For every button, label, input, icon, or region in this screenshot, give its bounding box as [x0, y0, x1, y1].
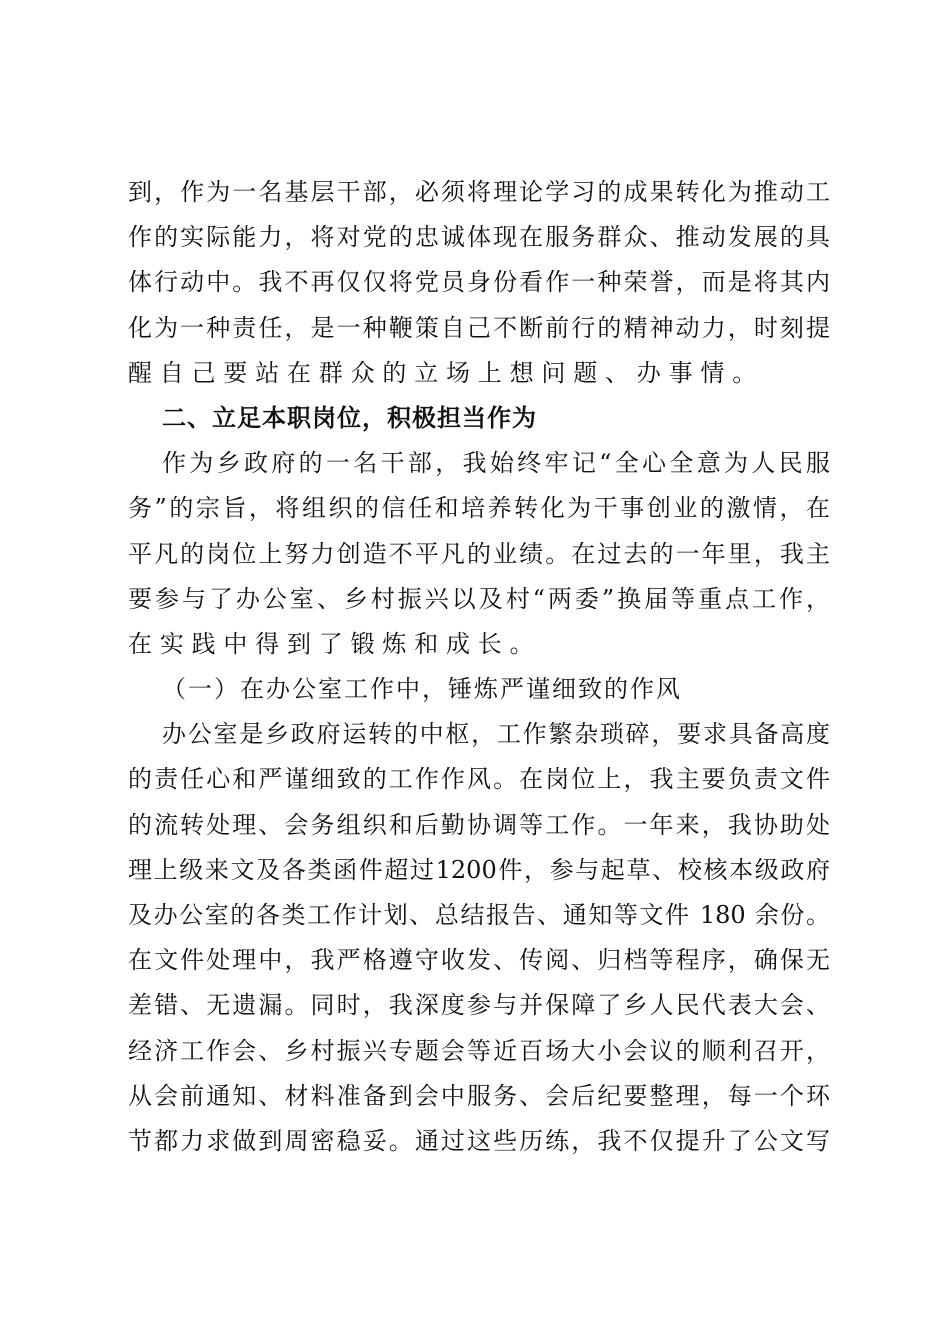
- paragraph-line: 办公室是乡政府运转的中枢，工作繁杂琐碎，要求具备高度: [162, 720, 830, 749]
- paragraph-line: 理上级来文及各类函件超过1200件，参与起草、校核本级政府: [128, 855, 830, 884]
- paragraph-line: 作的实际能力，将对党的忠诚体现在服务群众、推动发展的具: [128, 223, 830, 252]
- paragraph-line: 节都力求做到周密稳妥。通过这些历练，我不仅提升了公文写: [128, 1126, 830, 1155]
- paragraph-line: 化为一种责任，是一种鞭策自己不断前行的精神动力，时刻提: [128, 313, 830, 342]
- paragraph-line: 务”的宗旨，将组织的信任和培养转化为干事创业的激情，在: [128, 494, 830, 523]
- paragraph-line: 醒自己要站在群众的立场上想问题、办事情。: [128, 358, 764, 387]
- paragraph-line: 要参与了办公室、乡村振兴以及村“两委”换届等重点工作，: [128, 584, 830, 613]
- document-body: [128, 174, 830, 1168]
- paragraph-line: 差错、无遗漏。同时，我深度参与并保障了乡人民代表大会、: [128, 991, 830, 1020]
- paragraph-line: 的责任心和严谨细致的工作作风。在岗位上，我主要负责文件: [128, 765, 830, 794]
- paragraph-line: 到，作为一名基层干部，必须将理论学习的成果转化为推动工: [128, 178, 830, 206]
- subsection-heading: （一）在办公室工作中，锤炼严谨细致的作风: [162, 675, 682, 704]
- paragraph-line: 作为乡政府的一名干部，我始终牢记“全心全意为人民服: [162, 449, 830, 478]
- paragraph-line: 平凡的岗位上努力创造不平凡的业绩。在过去的一年里，我主: [128, 539, 830, 568]
- paragraph-line: 经济工作会、乡村振兴专题会等近百场大小会议的顺利召开，: [128, 1036, 830, 1065]
- paragraph-line: 在实践中得到了锻炼和成长。: [128, 629, 542, 658]
- paragraph-line: 从会前通知、材料准备到会中服务、会后纪要整理，每一个环: [128, 1081, 830, 1110]
- paragraph-line: 体行动中。我不再仅仅将党员身份看作一种荣誉，而是将其内: [128, 268, 830, 297]
- paragraph-line: 在文件处理中，我严格遵守收发、传阅、归档等程序，确保无: [128, 946, 830, 975]
- paragraph-line: 的流转处理、会务组织和后勤协调等工作。一年来，我协助处: [128, 810, 830, 839]
- paragraph-line: 及办公室的各类工作计划、总结报告、通知等文件 180 余份。: [128, 901, 830, 929]
- section-heading: 二、立足本职岗位，积极担当作为: [162, 403, 537, 432]
